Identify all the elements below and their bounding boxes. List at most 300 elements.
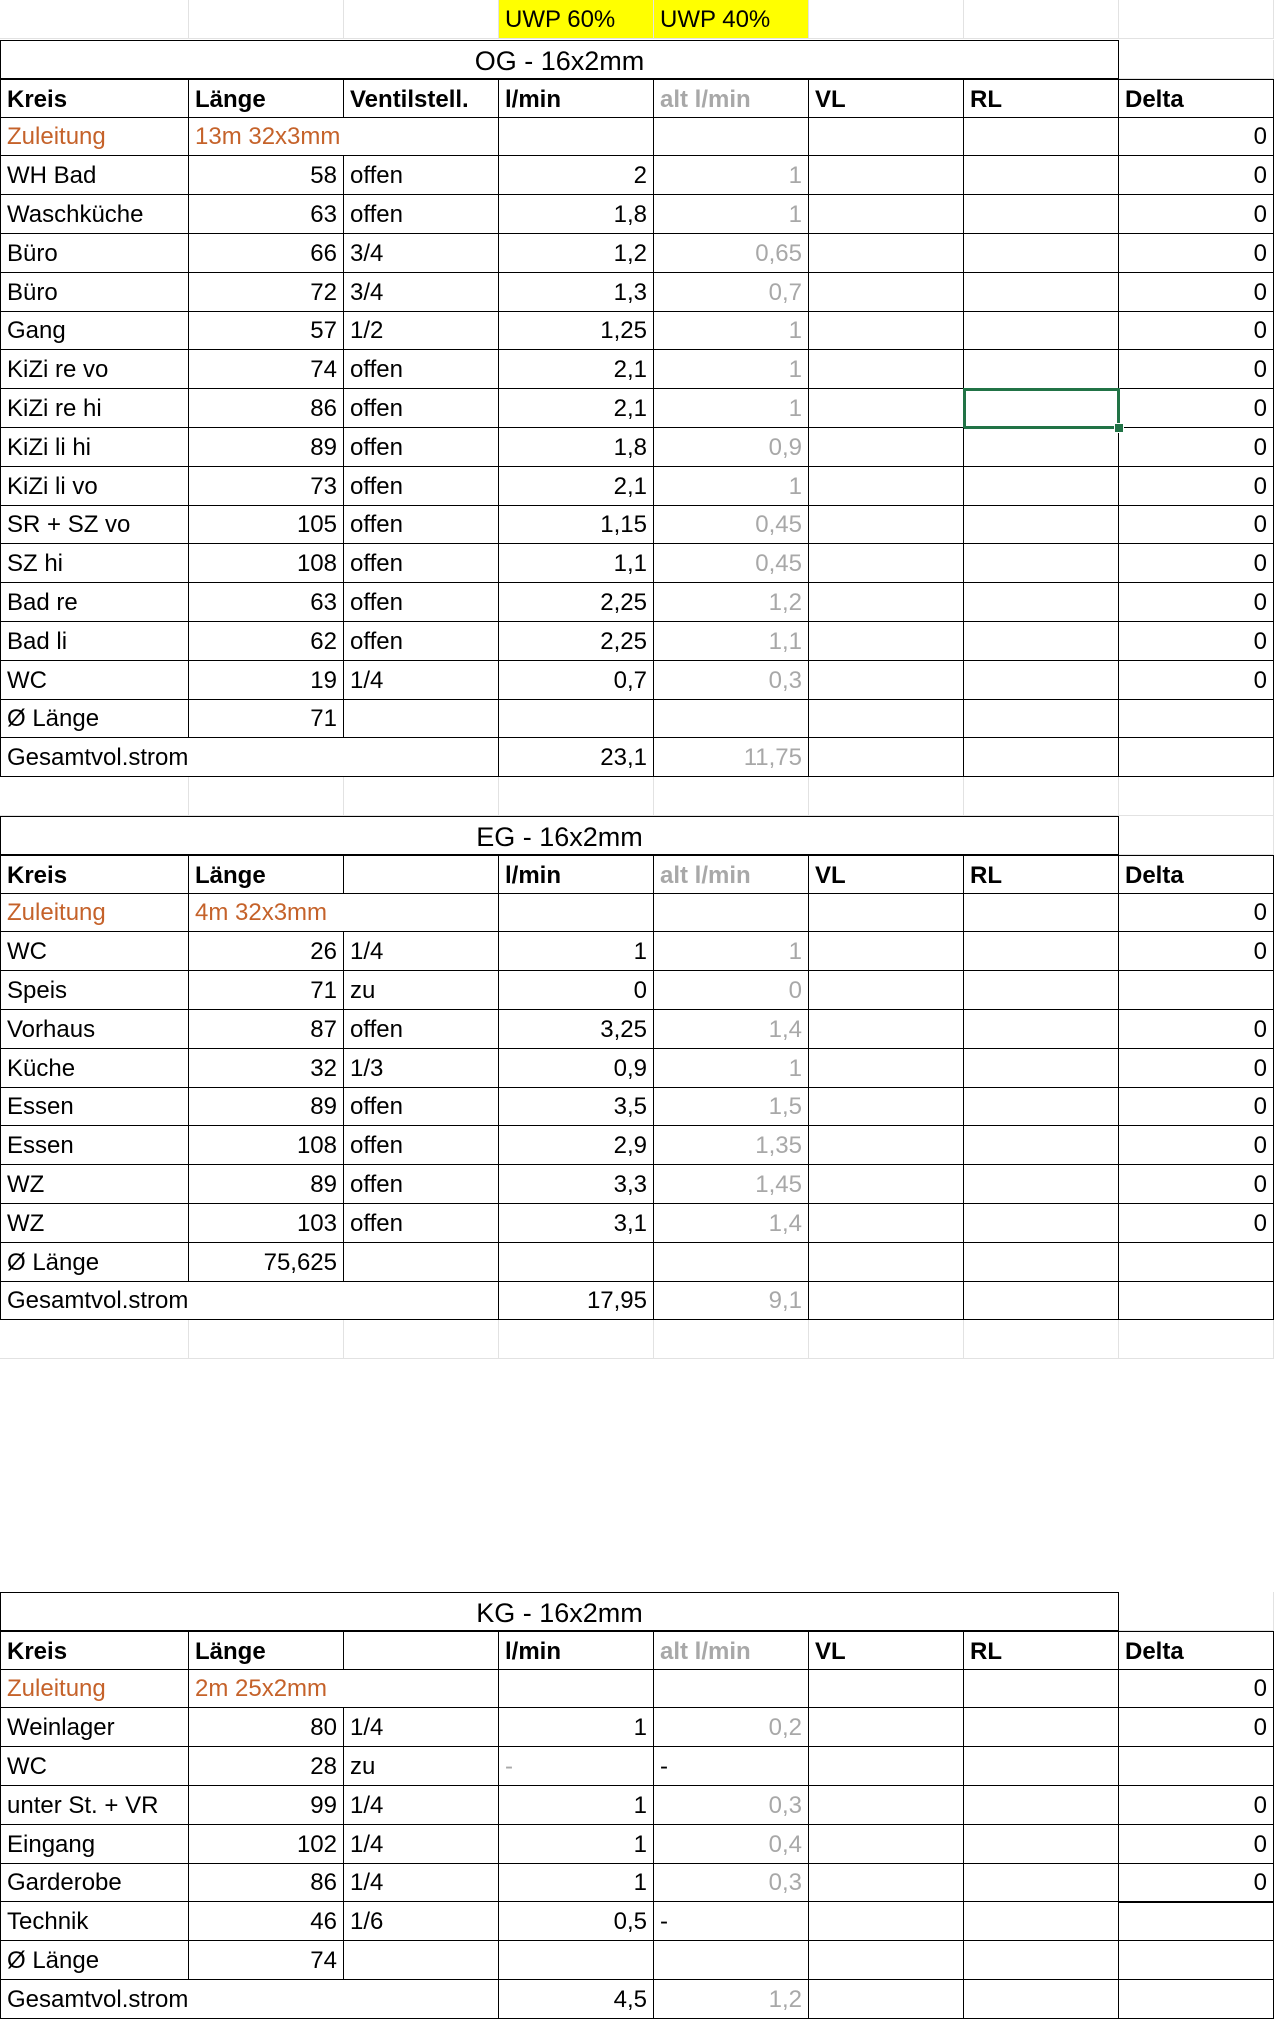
flow-cell[interactable]: 2,1 bbox=[499, 467, 654, 506]
empty-cell[interactable] bbox=[964, 1941, 1119, 1980]
flow-cell[interactable]: 1,25 bbox=[499, 311, 654, 350]
delta-cell[interactable]: 0 bbox=[1119, 1825, 1274, 1864]
flow-cell[interactable]: 0,9 bbox=[499, 1049, 654, 1088]
circuit-name[interactable]: WH Bad bbox=[0, 156, 189, 195]
valve-setting[interactable]: offen bbox=[344, 1165, 499, 1204]
rl-cell[interactable] bbox=[964, 1049, 1119, 1088]
column-header[interactable]: Kreis bbox=[0, 1631, 189, 1670]
delta-cell[interactable]: 0 bbox=[1119, 195, 1274, 234]
valve-setting[interactable]: 1/4 bbox=[344, 1825, 499, 1864]
circuit-name[interactable]: KiZi re hi bbox=[0, 389, 189, 428]
circuit-name[interactable]: SZ hi bbox=[0, 544, 189, 583]
alt-flow-cell[interactable]: 0,7 bbox=[654, 273, 809, 312]
alt-flow-cell[interactable]: 0 bbox=[654, 971, 809, 1010]
vl-cell[interactable] bbox=[809, 1010, 964, 1049]
length-cell[interactable]: 28 bbox=[189, 1747, 344, 1786]
total-label[interactable]: Gesamtvol.strom bbox=[0, 738, 499, 777]
vl-cell[interactable] bbox=[809, 505, 964, 544]
valve-setting[interactable]: 1/6 bbox=[344, 1902, 499, 1941]
delta-cell[interactable]: 0 bbox=[1119, 505, 1274, 544]
length-cell[interactable]: 108 bbox=[189, 544, 344, 583]
empty-cell[interactable] bbox=[1119, 1941, 1274, 1980]
flow-cell[interactable]: 3,1 bbox=[499, 1204, 654, 1243]
valve-setting[interactable]: zu bbox=[344, 971, 499, 1010]
valve-setting[interactable]: 3/4 bbox=[344, 234, 499, 273]
column-header[interactable]: alt l/min bbox=[654, 1631, 809, 1670]
valve-setting[interactable]: offen bbox=[344, 350, 499, 389]
length-cell[interactable]: 86 bbox=[189, 389, 344, 428]
length-cell[interactable]: 71 bbox=[189, 971, 344, 1010]
length-cell[interactable]: 66 bbox=[189, 234, 344, 273]
length-cell[interactable]: 63 bbox=[189, 195, 344, 234]
delta-cell[interactable]: 0 bbox=[1119, 1708, 1274, 1747]
delta-cell[interactable] bbox=[1119, 1902, 1274, 1941]
flow-cell[interactable]: 0,5 bbox=[499, 1902, 654, 1941]
length-cell[interactable]: 102 bbox=[189, 1825, 344, 1864]
empty-cell[interactable] bbox=[499, 1941, 654, 1980]
circuit-name[interactable]: Eingang bbox=[0, 1825, 189, 1864]
delta-cell[interactable]: 0 bbox=[1119, 1863, 1274, 1902]
flow-cell[interactable]: 2,25 bbox=[499, 583, 654, 622]
empty-cell[interactable] bbox=[344, 1320, 499, 1359]
empty-cell[interactable] bbox=[1119, 1243, 1274, 1282]
empty-cell[interactable] bbox=[654, 117, 809, 156]
alt-flow-cell[interactable]: 1 bbox=[654, 350, 809, 389]
valve-setting[interactable]: 1/2 bbox=[344, 311, 499, 350]
column-header[interactable]: alt l/min bbox=[654, 79, 809, 118]
alt-flow-cell[interactable]: - bbox=[654, 1902, 809, 1941]
empty-cell[interactable] bbox=[809, 738, 964, 777]
circuit-name[interactable]: Büro bbox=[0, 234, 189, 273]
vl-cell[interactable] bbox=[809, 156, 964, 195]
alt-flow-cell[interactable]: 1 bbox=[654, 156, 809, 195]
flow-cell[interactable]: 1,2 bbox=[499, 234, 654, 273]
rl-cell[interactable] bbox=[964, 661, 1119, 700]
empty-cell[interactable] bbox=[964, 777, 1119, 816]
empty-cell[interactable] bbox=[654, 699, 809, 738]
flow-cell[interactable]: 3,25 bbox=[499, 1010, 654, 1049]
length-cell[interactable]: 62 bbox=[189, 622, 344, 661]
length-cell[interactable]: 72 bbox=[189, 273, 344, 312]
vl-cell[interactable] bbox=[809, 661, 964, 700]
alt-flow-cell[interactable]: 0,3 bbox=[654, 1863, 809, 1902]
fill-handle[interactable] bbox=[1114, 423, 1124, 433]
empty-cell[interactable] bbox=[0, 0, 189, 39]
valve-setting[interactable]: offen bbox=[344, 195, 499, 234]
total-flow[interactable]: 17,95 bbox=[499, 1281, 654, 1320]
column-header[interactable]: RL bbox=[964, 1631, 1119, 1670]
column-header[interactable]: Länge bbox=[189, 855, 344, 894]
circuit-name[interactable]: Waschküche bbox=[0, 195, 189, 234]
alt-flow-cell[interactable]: 1 bbox=[654, 311, 809, 350]
rl-cell[interactable] bbox=[964, 234, 1119, 273]
alt-flow-cell[interactable]: 1,1 bbox=[654, 622, 809, 661]
flow-cell[interactable]: 2,1 bbox=[499, 350, 654, 389]
rl-cell[interactable] bbox=[964, 544, 1119, 583]
total-label[interactable]: Gesamtvol.strom bbox=[0, 1980, 499, 2019]
alt-flow-cell[interactable]: 0,2 bbox=[654, 1708, 809, 1747]
delta-cell[interactable]: 0 bbox=[1119, 622, 1274, 661]
total-label[interactable]: Gesamtvol.strom bbox=[0, 1281, 499, 1320]
empty-cell[interactable] bbox=[1119, 1980, 1274, 2019]
empty-cell[interactable] bbox=[964, 1669, 1119, 1708]
empty-cell[interactable] bbox=[654, 1320, 809, 1359]
delta-cell[interactable]: 0 bbox=[1119, 661, 1274, 700]
rl-cell[interactable] bbox=[964, 1902, 1119, 1941]
total-alt-flow[interactable]: 1,2 bbox=[654, 1980, 809, 2019]
vl-cell[interactable] bbox=[809, 1786, 964, 1825]
vl-cell[interactable] bbox=[809, 971, 964, 1010]
rl-cell[interactable] bbox=[964, 428, 1119, 467]
alt-flow-cell[interactable]: 0,65 bbox=[654, 234, 809, 273]
vl-cell[interactable] bbox=[809, 583, 964, 622]
empty-cell[interactable] bbox=[1119, 1320, 1274, 1359]
feed-label[interactable]: Zuleitung bbox=[0, 117, 189, 156]
alt-flow-cell[interactable]: 1,45 bbox=[654, 1165, 809, 1204]
valve-setting[interactable]: 1/4 bbox=[344, 1786, 499, 1825]
empty-cell[interactable] bbox=[654, 777, 809, 816]
circuit-name[interactable]: Vorhaus bbox=[0, 1010, 189, 1049]
circuit-name[interactable]: KiZi li vo bbox=[0, 467, 189, 506]
delta-cell[interactable] bbox=[1119, 971, 1274, 1010]
delta-cell[interactable]: 0 bbox=[1119, 583, 1274, 622]
empty-cell[interactable] bbox=[499, 893, 654, 932]
column-header[interactable]: RL bbox=[964, 79, 1119, 118]
vl-cell[interactable] bbox=[809, 350, 964, 389]
alt-flow-cell[interactable]: 1,4 bbox=[654, 1204, 809, 1243]
section-title[interactable]: EG - 16x2mm bbox=[0, 816, 1119, 855]
alt-flow-cell[interactable]: 1 bbox=[654, 195, 809, 234]
circuit-name[interactable]: unter St. + VR bbox=[0, 1786, 189, 1825]
vl-cell[interactable] bbox=[809, 932, 964, 971]
empty-cell[interactable] bbox=[809, 1320, 964, 1359]
flow-cell[interactable]: 1,1 bbox=[499, 544, 654, 583]
empty-cell[interactable] bbox=[344, 699, 499, 738]
feed-spec[interactable]: 4m 32x3mm bbox=[189, 893, 499, 932]
empty-cell[interactable] bbox=[964, 699, 1119, 738]
circuit-name[interactable]: Essen bbox=[0, 1126, 189, 1165]
delta-cell[interactable]: 0 bbox=[1119, 1126, 1274, 1165]
empty-cell[interactable] bbox=[344, 1941, 499, 1980]
empty-cell[interactable] bbox=[964, 1320, 1119, 1359]
vl-cell[interactable] bbox=[809, 1708, 964, 1747]
vl-cell[interactable] bbox=[809, 311, 964, 350]
length-cell[interactable]: 89 bbox=[189, 1087, 344, 1126]
flow-cell[interactable]: 1 bbox=[499, 932, 654, 971]
alt-flow-cell[interactable]: 1 bbox=[654, 467, 809, 506]
flow-cell[interactable]: 3,3 bbox=[499, 1165, 654, 1204]
vl-cell[interactable] bbox=[809, 467, 964, 506]
valve-setting[interactable]: offen bbox=[344, 1204, 499, 1243]
length-cell[interactable]: 58 bbox=[189, 156, 344, 195]
length-cell[interactable]: 63 bbox=[189, 583, 344, 622]
length-cell[interactable]: 108 bbox=[189, 1126, 344, 1165]
flow-cell[interactable]: 0 bbox=[499, 971, 654, 1010]
delta-cell[interactable]: 0 bbox=[1119, 1669, 1274, 1708]
circuit-name[interactable]: KiZi re vo bbox=[0, 350, 189, 389]
column-header[interactable]: VL bbox=[809, 855, 964, 894]
empty-cell[interactable] bbox=[654, 1243, 809, 1282]
empty-cell[interactable] bbox=[1119, 1281, 1274, 1320]
empty-cell[interactable] bbox=[809, 777, 964, 816]
empty-cell[interactable] bbox=[1119, 738, 1274, 777]
delta-cell[interactable]: 0 bbox=[1119, 1049, 1274, 1088]
flow-cell[interactable]: 2,25 bbox=[499, 622, 654, 661]
column-header[interactable]: l/min bbox=[499, 1631, 654, 1670]
circuit-name[interactable]: Technik bbox=[0, 1902, 189, 1941]
empty-cell[interactable] bbox=[654, 1941, 809, 1980]
alt-flow-cell[interactable]: 1,2 bbox=[654, 583, 809, 622]
rl-cell[interactable] bbox=[964, 932, 1119, 971]
empty-cell[interactable] bbox=[1119, 0, 1274, 39]
length-cell[interactable]: 103 bbox=[189, 1204, 344, 1243]
alt-flow-cell[interactable]: 0,45 bbox=[654, 544, 809, 583]
vl-cell[interactable] bbox=[809, 1902, 964, 1941]
empty-cell[interactable] bbox=[964, 738, 1119, 777]
delta-cell[interactable] bbox=[1119, 1747, 1274, 1786]
length-cell[interactable]: 19 bbox=[189, 661, 344, 700]
empty-cell[interactable] bbox=[499, 777, 654, 816]
column-header[interactable] bbox=[344, 855, 499, 894]
delta-cell[interactable]: 0 bbox=[1119, 117, 1274, 156]
circuit-name[interactable]: WZ bbox=[0, 1165, 189, 1204]
valve-setting[interactable]: zu bbox=[344, 1747, 499, 1786]
column-header[interactable]: l/min bbox=[499, 855, 654, 894]
rl-cell[interactable] bbox=[964, 311, 1119, 350]
valve-setting[interactable]: offen bbox=[344, 156, 499, 195]
column-header[interactable]: VL bbox=[809, 1631, 964, 1670]
valve-setting[interactable]: 1/4 bbox=[344, 1708, 499, 1747]
empty-cell[interactable] bbox=[189, 777, 344, 816]
flow-cell[interactable]: 1,8 bbox=[499, 428, 654, 467]
circuit-name[interactable]: KiZi li hi bbox=[0, 428, 189, 467]
empty-cell[interactable] bbox=[0, 1320, 189, 1359]
circuit-name[interactable]: Küche bbox=[0, 1049, 189, 1088]
valve-setting[interactable]: offen bbox=[344, 622, 499, 661]
length-cell[interactable]: 86 bbox=[189, 1863, 344, 1902]
circuit-name[interactable]: Gang bbox=[0, 311, 189, 350]
empty-cell[interactable] bbox=[964, 1980, 1119, 2019]
circuit-name[interactable]: WZ bbox=[0, 1204, 189, 1243]
column-header[interactable]: VL bbox=[809, 79, 964, 118]
delta-cell[interactable]: 0 bbox=[1119, 893, 1274, 932]
valve-setting[interactable]: offen bbox=[344, 583, 499, 622]
vl-cell[interactable] bbox=[809, 1049, 964, 1088]
circuit-name[interactable]: WC bbox=[0, 1747, 189, 1786]
rl-cell[interactable] bbox=[964, 971, 1119, 1010]
vl-cell[interactable] bbox=[809, 544, 964, 583]
flow-cell[interactable]: 1,8 bbox=[499, 195, 654, 234]
rl-cell[interactable] bbox=[964, 1087, 1119, 1126]
circuit-name[interactable]: Weinlager bbox=[0, 1708, 189, 1747]
circuit-name[interactable]: Bad re bbox=[0, 583, 189, 622]
circuit-name[interactable]: Büro bbox=[0, 273, 189, 312]
column-header[interactable]: l/min bbox=[499, 79, 654, 118]
empty-cell[interactable] bbox=[809, 1243, 964, 1282]
rl-cell[interactable] bbox=[964, 350, 1119, 389]
empty-cell[interactable] bbox=[344, 0, 499, 39]
empty-cell[interactable] bbox=[1119, 40, 1274, 79]
avg-length-value[interactable]: 75,625 bbox=[189, 1243, 344, 1282]
empty-cell[interactable] bbox=[964, 893, 1119, 932]
length-cell[interactable]: 57 bbox=[189, 311, 344, 350]
empty-cell[interactable] bbox=[499, 1243, 654, 1282]
flow-cell[interactable]: 2,9 bbox=[499, 1126, 654, 1165]
feed-label[interactable]: Zuleitung bbox=[0, 893, 189, 932]
empty-cell[interactable] bbox=[809, 0, 964, 39]
circuit-name[interactable]: WC bbox=[0, 661, 189, 700]
delta-cell[interactable]: 0 bbox=[1119, 234, 1274, 273]
vl-cell[interactable] bbox=[809, 1204, 964, 1243]
length-cell[interactable]: 89 bbox=[189, 1165, 344, 1204]
alt-flow-cell[interactable]: 0,3 bbox=[654, 661, 809, 700]
rl-cell[interactable] bbox=[964, 1863, 1119, 1902]
column-header[interactable]: Delta bbox=[1119, 1631, 1274, 1670]
alt-flow-cell[interactable]: 1,4 bbox=[654, 1010, 809, 1049]
rl-cell[interactable] bbox=[964, 1165, 1119, 1204]
delta-cell[interactable]: 0 bbox=[1119, 1010, 1274, 1049]
circuit-name[interactable]: Essen bbox=[0, 1087, 189, 1126]
rl-cell[interactable] bbox=[964, 622, 1119, 661]
rl-cell[interactable] bbox=[964, 1747, 1119, 1786]
avg-length-value[interactable]: 74 bbox=[189, 1941, 344, 1980]
valve-setting[interactable]: offen bbox=[344, 1010, 499, 1049]
empty-cell[interactable] bbox=[189, 1320, 344, 1359]
valve-setting[interactable]: offen bbox=[344, 505, 499, 544]
circuit-name[interactable]: WC bbox=[0, 932, 189, 971]
circuit-name[interactable]: SR + SZ vo bbox=[0, 505, 189, 544]
delta-cell[interactable]: 0 bbox=[1119, 544, 1274, 583]
vl-cell[interactable] bbox=[809, 428, 964, 467]
alt-flow-cell[interactable]: 0,4 bbox=[654, 1825, 809, 1864]
avg-length-value[interactable]: 71 bbox=[189, 699, 344, 738]
rl-cell[interactable] bbox=[964, 1825, 1119, 1864]
flow-cell[interactable]: 1,3 bbox=[499, 273, 654, 312]
alt-flow-cell[interactable]: 0,9 bbox=[654, 428, 809, 467]
valve-setting[interactable]: 3/4 bbox=[344, 273, 499, 312]
empty-cell[interactable] bbox=[499, 1320, 654, 1359]
delta-cell[interactable]: 0 bbox=[1119, 311, 1274, 350]
total-alt-flow[interactable]: 9,1 bbox=[654, 1281, 809, 1320]
empty-cell[interactable] bbox=[809, 1669, 964, 1708]
feed-label[interactable]: Zuleitung bbox=[0, 1669, 189, 1708]
length-cell[interactable]: 80 bbox=[189, 1708, 344, 1747]
rl-cell[interactable] bbox=[964, 505, 1119, 544]
valve-setting[interactable]: 1/3 bbox=[344, 1049, 499, 1088]
vl-cell[interactable] bbox=[809, 234, 964, 273]
vl-cell[interactable] bbox=[809, 1165, 964, 1204]
rl-cell[interactable] bbox=[964, 583, 1119, 622]
valve-setting[interactable]: offen bbox=[344, 1126, 499, 1165]
empty-cell[interactable] bbox=[809, 117, 964, 156]
empty-cell[interactable] bbox=[499, 699, 654, 738]
rl-cell[interactable] bbox=[964, 467, 1119, 506]
column-header[interactable]: RL bbox=[964, 855, 1119, 894]
empty-cell[interactable] bbox=[189, 0, 344, 39]
delta-cell[interactable]: 0 bbox=[1119, 932, 1274, 971]
avg-length-label[interactable]: Ø Länge bbox=[0, 1243, 189, 1282]
empty-cell[interactable] bbox=[344, 1243, 499, 1282]
vl-cell[interactable] bbox=[809, 1126, 964, 1165]
flow-cell[interactable]: 3,5 bbox=[499, 1087, 654, 1126]
flow-cell[interactable]: 1 bbox=[499, 1708, 654, 1747]
flow-cell[interactable]: 2,1 bbox=[499, 389, 654, 428]
total-flow[interactable]: 4,5 bbox=[499, 1980, 654, 2019]
empty-cell[interactable] bbox=[1119, 777, 1274, 816]
empty-cell[interactable] bbox=[0, 777, 189, 816]
column-header[interactable]: Ventilstell. bbox=[344, 79, 499, 118]
delta-cell[interactable]: 0 bbox=[1119, 467, 1274, 506]
vl-cell[interactable] bbox=[809, 195, 964, 234]
empty-cell[interactable] bbox=[344, 777, 499, 816]
rl-cell[interactable] bbox=[964, 1204, 1119, 1243]
column-header[interactable]: Länge bbox=[189, 79, 344, 118]
avg-length-label[interactable]: Ø Länge bbox=[0, 699, 189, 738]
length-cell[interactable]: 46 bbox=[189, 1902, 344, 1941]
delta-cell[interactable]: 0 bbox=[1119, 389, 1274, 428]
empty-cell[interactable] bbox=[809, 1941, 964, 1980]
vl-cell[interactable] bbox=[809, 273, 964, 312]
flow-cell[interactable]: 1,15 bbox=[499, 505, 654, 544]
valve-setting[interactable]: offen bbox=[344, 467, 499, 506]
delta-cell[interactable]: 0 bbox=[1119, 1786, 1274, 1825]
alt-flow-cell[interactable]: 1,35 bbox=[654, 1126, 809, 1165]
empty-cell[interactable] bbox=[499, 1669, 654, 1708]
empty-cell[interactable] bbox=[964, 117, 1119, 156]
rl-cell[interactable] bbox=[964, 1708, 1119, 1747]
empty-cell[interactable] bbox=[809, 893, 964, 932]
valve-setting[interactable]: offen bbox=[344, 428, 499, 467]
flow-cell[interactable]: - bbox=[499, 1747, 654, 1786]
empty-cell[interactable] bbox=[654, 893, 809, 932]
vl-cell[interactable] bbox=[809, 1825, 964, 1864]
rl-cell[interactable] bbox=[964, 273, 1119, 312]
column-header[interactable]: Delta bbox=[1119, 855, 1274, 894]
alt-flow-cell[interactable]: 0,3 bbox=[654, 1786, 809, 1825]
column-header[interactable]: alt l/min bbox=[654, 855, 809, 894]
length-cell[interactable]: 26 bbox=[189, 932, 344, 971]
flow-cell[interactable]: 1 bbox=[499, 1825, 654, 1864]
alt-flow-cell[interactable]: 1 bbox=[654, 932, 809, 971]
column-header[interactable]: Delta bbox=[1119, 79, 1274, 118]
empty-cell[interactable] bbox=[964, 1281, 1119, 1320]
delta-cell[interactable]: 0 bbox=[1119, 1204, 1274, 1243]
delta-cell[interactable]: 0 bbox=[1119, 1165, 1274, 1204]
flow-cell[interactable]: 2 bbox=[499, 156, 654, 195]
empty-cell[interactable] bbox=[499, 117, 654, 156]
circuit-name[interactable]: Speis bbox=[0, 971, 189, 1010]
empty-cell[interactable] bbox=[964, 1243, 1119, 1282]
flow-cell[interactable]: 1 bbox=[499, 1786, 654, 1825]
vl-cell[interactable] bbox=[809, 1863, 964, 1902]
rl-cell[interactable] bbox=[964, 195, 1119, 234]
rl-cell[interactable] bbox=[964, 1126, 1119, 1165]
empty-cell[interactable] bbox=[1119, 699, 1274, 738]
alt-flow-cell[interactable]: 1 bbox=[654, 1049, 809, 1088]
rl-cell[interactable] bbox=[964, 1786, 1119, 1825]
length-cell[interactable]: 74 bbox=[189, 350, 344, 389]
delta-cell[interactable]: 0 bbox=[1119, 156, 1274, 195]
vl-cell[interactable] bbox=[809, 1747, 964, 1786]
flow-cell[interactable]: 0,7 bbox=[499, 661, 654, 700]
alt-flow-cell[interactable]: 0,45 bbox=[654, 505, 809, 544]
valve-setting[interactable]: 1/4 bbox=[344, 661, 499, 700]
column-header[interactable]: Kreis bbox=[0, 79, 189, 118]
length-cell[interactable]: 99 bbox=[189, 1786, 344, 1825]
length-cell[interactable]: 73 bbox=[189, 467, 344, 506]
vl-cell[interactable] bbox=[809, 389, 964, 428]
empty-cell[interactable] bbox=[1119, 1592, 1274, 1631]
